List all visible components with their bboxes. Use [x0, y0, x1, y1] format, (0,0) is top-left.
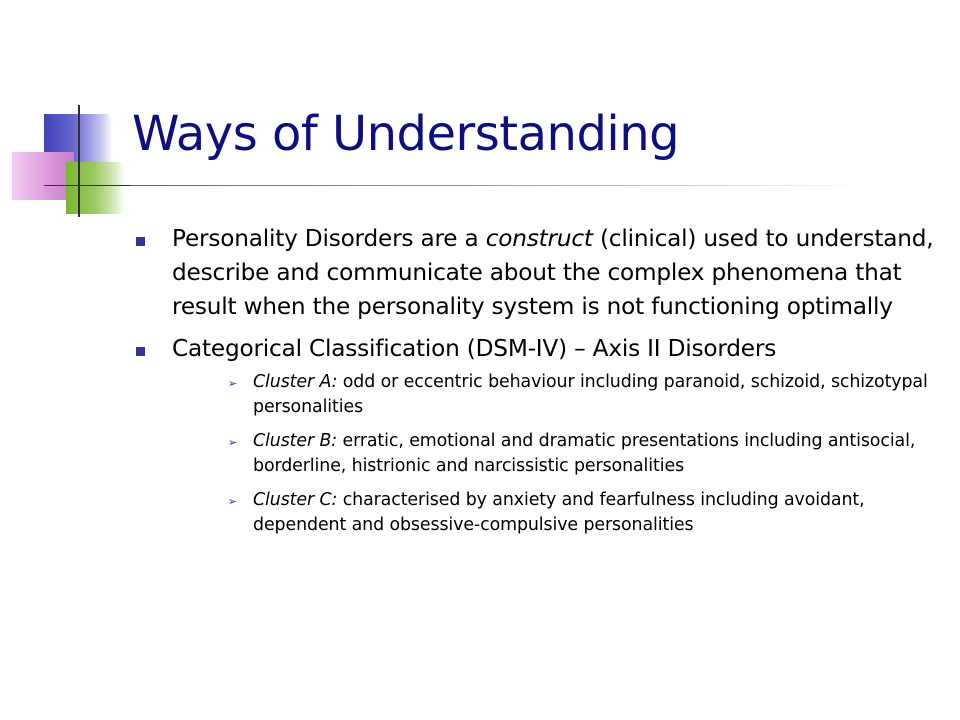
bullet-text-pre: Personality Disorders are a	[172, 225, 486, 252]
arrow-bullet-icon: ➢	[228, 495, 238, 508]
sub-bullet-item	[228, 488, 933, 537]
sub-bullet-item	[228, 429, 933, 478]
arrow-bullet-icon: ➢	[228, 377, 238, 390]
sub-bullet-text	[253, 488, 933, 537]
cluster-label: Cluster B:	[253, 431, 338, 451]
bullet-text-post: (clinical) used to understand, describe and communicate about the complex phenomena that result when the personality system is not functioning optimally	[172, 225, 934, 320]
cluster-label: Cluster A:	[253, 372, 338, 392]
bullet-list	[134, 222, 934, 547]
cluster-description: characterised by anxiety and fearfulness including avoidant, dependent and obsessive-compulsive personalities	[253, 490, 865, 535]
cluster-label: Cluster C:	[253, 490, 338, 510]
sub-bullet-text	[253, 429, 933, 478]
title-underline-rule	[130, 185, 865, 186]
bullet-item	[134, 332, 934, 366]
sub-bullet-text	[253, 370, 933, 419]
decorative-green-square	[66, 162, 124, 214]
cluster-description: erratic, emotional and dramatic presentations including antisocial, borderline, histrionic and narcissistic personalities	[253, 431, 916, 476]
square-bullet-icon	[136, 347, 145, 356]
bullet-text	[172, 222, 934, 324]
square-bullet-icon	[136, 237, 145, 246]
decorative-pink-square	[12, 152, 74, 200]
sub-bullet-item	[228, 370, 933, 419]
decorative-vertical-line	[78, 105, 80, 217]
bullet-text: Categorical Classification (DSM-IV) – Axis II Disorders	[172, 335, 777, 362]
bullet-item	[134, 222, 934, 324]
emphasis-construct: construct	[485, 225, 593, 252]
sub-bullet-list	[228, 370, 933, 537]
decorative-horizontal-line	[44, 185, 144, 186]
slide-title: Ways of Understanding	[132, 106, 680, 162]
arrow-bullet-icon: ➢	[228, 436, 238, 449]
cluster-description: odd or eccentric behaviour including paranoid, schizoid, schizotypal personalities	[253, 372, 928, 417]
